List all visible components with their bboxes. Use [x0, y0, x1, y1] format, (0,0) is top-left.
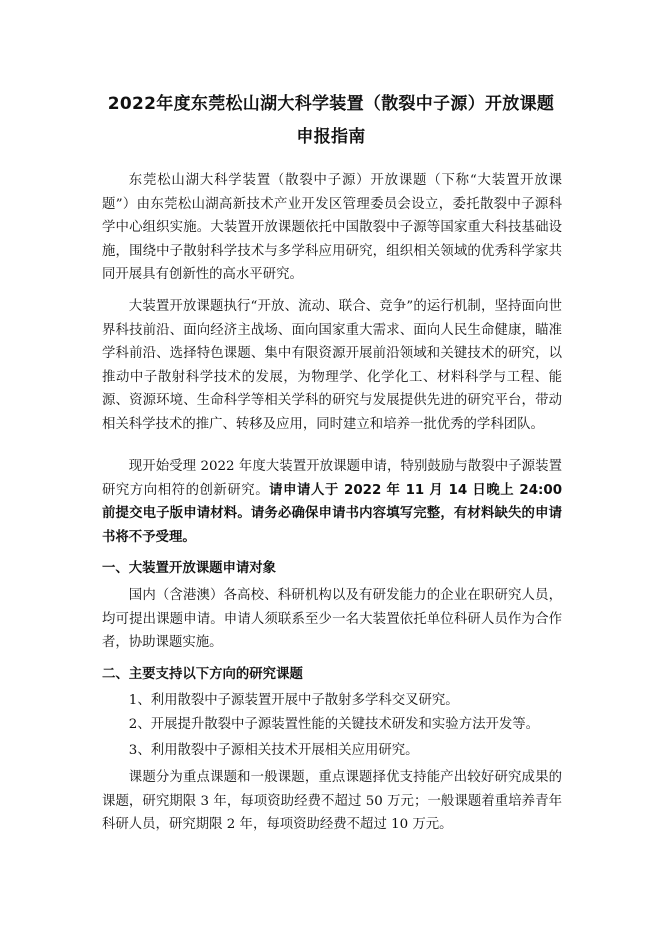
document-title-line1: 2022年度东莞松山湖大科学装置（散裂中子源）开放课题 — [107, 94, 555, 114]
section2-item-2: 2、开展提升散裂中子源装置性能的关键技术研发和实验方法开发等。 — [128, 717, 540, 732]
section2-item-3: 3、利用散裂中子源相关技术开展相关应用研究。 — [128, 743, 419, 758]
section2-heading: 二、主要支持以下方向的研究课题 — [102, 667, 303, 682]
notice-paragraph — [102, 455, 562, 549]
section1-body: 国内（含港澳）各高校、科研机构以及有研发能力的企业在职研究人员，均可提出课题申请。申请人须联系至少一名大装置依托单位科研人员作为合作者，协助课题实施。 — [102, 588, 562, 651]
notice-text: 现开始受理 2022 年度大装置开放课题申请，特别鼓励与散裂中子源装置研究方向相符的创新研究。 — [102, 459, 562, 498]
intro-paragraph-2: 大装置开放课题执行“开放、流动、联合、竞争”的运行机制，坚持面向世界科技前沿、面向经济主战场、面向国家重大需求、面向人民生命健康，瞄准学科前沿、选择特色课题、集中有限资源开展前沿领域和关键技术的研究，以推动中子散射科学技术的发展，为物理学、化学化工、材料科学与工程、能源、资源环境、生命科学等相关学科的研究与发展提供先进的研究平台，带动相关科学技术的推广、转移及应用，同时建立和培养一批优秀的学科团队。 — [102, 299, 562, 432]
section2-body: 课题分为重点课题和一般课题，重点课题择优支持能产出较好研究成果的课题，研究期限 3 年，每项资助经费不超过 50 万元；一般课题着重培养青年科研人员，研究期限 2 年，每项资助经费不超过 10 万元。 — [102, 770, 562, 833]
section2-item-1: 1、利用散裂中子源装置开展中子散射多学科交叉研究。 — [128, 693, 459, 708]
intro-paragraph-1: 东莞松山湖大科学装置（散裂中子源）开放课题（下称“大装置开放课题”）由东莞松山湖高新技术产业开发区管理委员会设立，委托散裂中子源科学中心组织实施。大装置开放课题依托中国散裂中子源等国家重大科技基础设施，围绕中子散射科学技术与多学科应用研究，组织相关领域的优秀科学家共同开展具有创新性的高水平研究。 — [102, 173, 562, 283]
notice-deadline-bold: 请申请人于 2022 年 11 月 14 日晚上 24:00 前提交电子版申请材料。请务必确保申请书内容填写完整，有材料缺失的申请书将不予受理。 — [102, 482, 563, 545]
section1-heading: 一、大装置开放课题申请对象 — [102, 561, 277, 576]
document-title-line2: 申报指南 — [296, 127, 366, 147]
